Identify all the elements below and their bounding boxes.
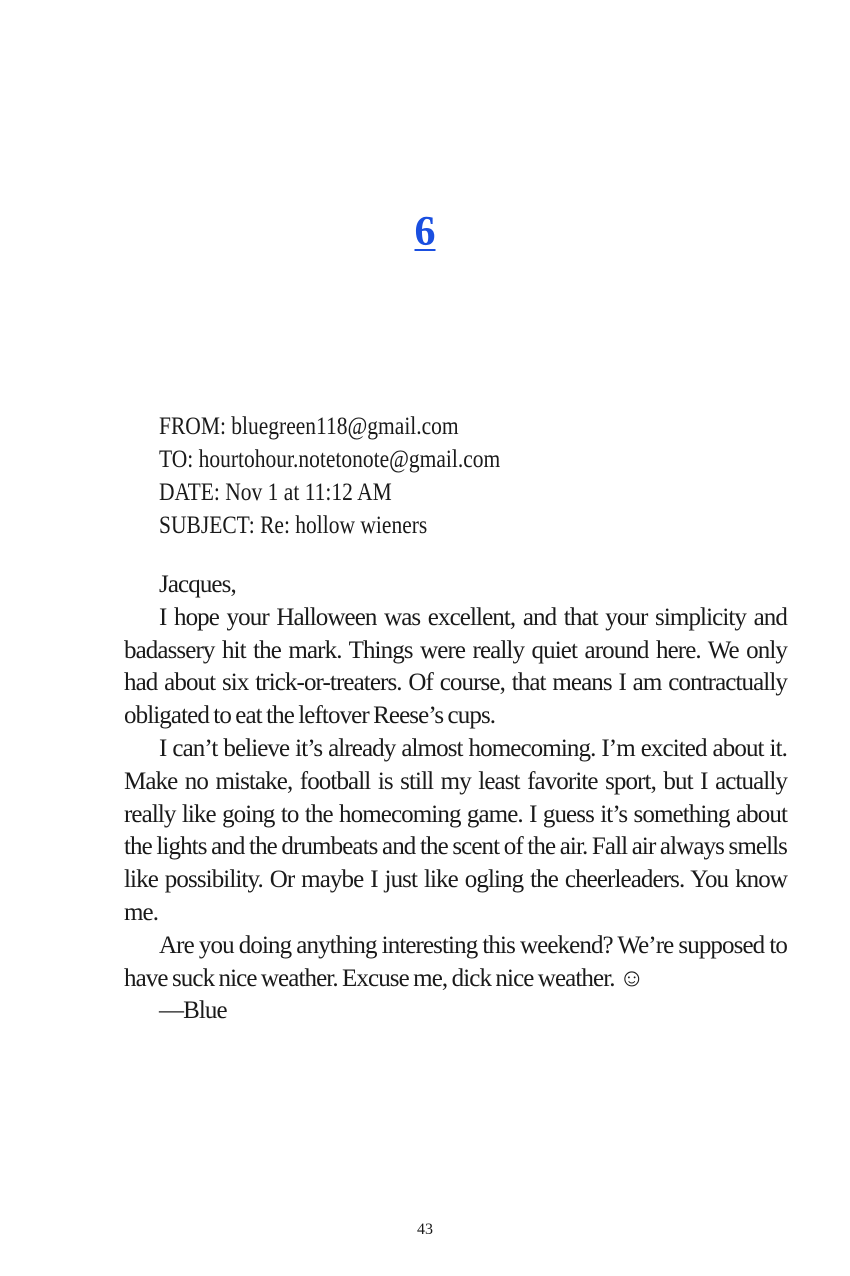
email-subject-line: SUBJECT: Re: hollow wieners: [159, 512, 428, 539]
letter-paragraph: I hope your Halloween was excellent, and that your simplicity and badassery hit the mark. Things were really quiet around here. We only had about six trick-or-treaters. Of course, that means I am contractually obligated to eat the leftover Reese’s cups.: [124, 603, 787, 730]
letter-paragraph: Are you doing anything interesting this weekend? We’re supposed to have suck nice weather. Excuse me, dick nice weather. ☺: [124, 931, 787, 992]
chapter-heading: [0, 206, 850, 258]
email-header: [159, 410, 500, 542]
letter-body: [124, 569, 787, 1028]
email-from-line: FROM: bluegreen118@gmail.com: [159, 413, 459, 440]
chapter-number-link[interactable]: 6: [414, 209, 436, 255]
email-to-line: TO: hourtohour.notetonote@gmail.com: [159, 446, 501, 473]
letter-paragraph: I can’t believe it’s already almost homecoming. I’m excited about it. Make no mistake, football is still my least favorite sport, but I actually really like going to the homecoming game. I guess it’s something about the lights and the drumbeats and the scent of the air. Fall air always smells like possibility. Or maybe I just like ogling the cheerleaders. You know me.: [124, 734, 787, 926]
email-date-line: DATE: Nov 1 at 11:12 AM: [159, 479, 392, 506]
letter-greeting: Jacques,: [159, 571, 236, 598]
page-number: 43: [417, 1221, 433, 1238]
letter-signature: —Blue: [159, 997, 227, 1025]
